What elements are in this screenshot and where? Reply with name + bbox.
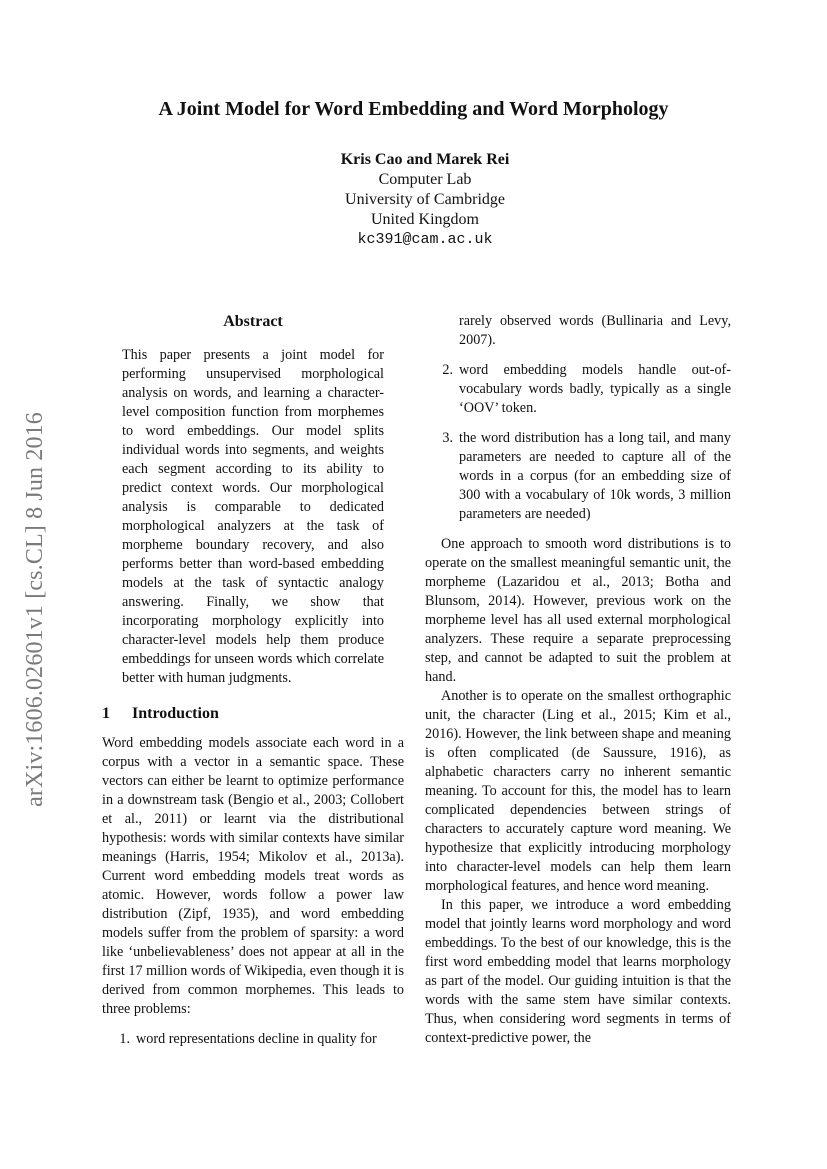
arxiv-identifier[interactable]: arXiv:1606.02601v1 [cs.CL] 8 Jun 2016	[21, 411, 48, 807]
arxiv-stamp	[10, 378, 60, 840]
abstract-text: This paper presents a joint model for performing unsupervised morphological analysis on words, and learning a character-level composition function from morphemes to word embeddings. Our model splits individual words into segments, and weights each segment according to its ability to predict context words. Our morphological analysis is comparable to dedicated morphological analyzers at the task of morpheme boundary recovery, and also performs better than word-based embedding models at the task of syntactic analogy answering. Finally, we show that incorporating morphology explicitly into character-level models help them produce embeddings for unseen words which correlate better with human judgments.	[122, 347, 384, 686]
author-country: United Kingdom	[371, 211, 479, 228]
character-paragraph: Another is to operate on the smallest orthographic unit, the character (Ling et al., 2015; Kim et al., 2016). However, the link between shape and meaning is often complicated (de Saussure, 1916), as alphabetic characters carry no inherent semantic meaning. To account for this, the model has to learn complicated dependencies between strings of characters to accurately capture word meaning. We hypothesize that explicitly introducing morphology into character-level models can help them learn morphological features, and hence word meaning.	[425, 688, 731, 894]
this-paper-paragraph: In this paper, we introduce a word embedding model that jointly learns word morphology and word embeddings. To the best of our knowledge, this is the first word embedding model that learns morphology as part of the model. Our guiding intuition is that the words with the same stem have similar contexts. Thus, when considering word segments in terms of context-predictive power, the	[425, 897, 731, 1046]
morpheme-paragraph: One approach to smooth word distributions is to operate on the smallest meaningful semantic unit, the morpheme (Lazaridou et al., 2013; Botha and Blunsom, 2014). However, previous work on the morpheme level has all used external morphological analyzers. These require a separate preprocessing step, and cannot be adapted to suit the problem at hand.	[425, 536, 731, 685]
problem-item-1	[102, 1030, 404, 1049]
introduction-heading	[102, 704, 404, 724]
section-title: Introduction	[132, 705, 219, 722]
problem-number: 2.	[442, 362, 453, 378]
author-email[interactable]: kc391@cam.ac.uk	[357, 231, 493, 248]
problem-text: the word distribution has a long tail, and many parameters are needed to capture all of the words in a corpus (for an embedding size of 300 with a vocabulary of 10k words, 3 million parameters are needed)	[459, 430, 731, 522]
problem-number: 1.	[119, 1031, 130, 1047]
problem-number: 3.	[442, 430, 453, 446]
intro-paragraph: Word embedding models associate each word in a corpus with a vector in a semantic space. These vectors can either be learnt to optimize performance in a downstream task (Bengio et al., 2003; Collobert et al., 2011) or learnt via the distributional hypothesis: words with similar contexts have similar meanings (Harris, 1954; Mikolov et al., 2013a). Current word embedding models treat words as atomic. However, words follow a power law distribution (Zipf, 1935), and word embedding models suffer from the problem of sparsity: a word like ‘unbelievableness’ does not appear at all in the first 17 million words of Wikipedia, even though it is derived from common morphemes. This leads to three problems:	[102, 735, 404, 1017]
left-column	[102, 312, 404, 1049]
problem-item-1-continued: rarely observed words (Bullinaria and Levy, 2007).	[459, 313, 731, 348]
problem-item-3	[425, 429, 731, 524]
author-names: Kris Cao and Marek Rei	[340, 151, 510, 168]
problem-text: word representations decline in quality for	[136, 1031, 377, 1047]
right-column	[425, 312, 731, 1048]
paper-title: A Joint Model for Word Embedding and Word Morphology	[158, 98, 669, 120]
section-number: 1	[102, 705, 110, 722]
author-department: Computer Lab	[378, 171, 472, 188]
abstract-heading: Abstract	[223, 313, 283, 330]
author-university: University of Cambridge	[345, 191, 505, 208]
author-block	[260, 150, 590, 250]
problem-item-2	[425, 361, 731, 418]
problem-text: word embedding models handle out-of-vocabulary words badly, typically as a single ‘OOV’ token.	[459, 362, 731, 416]
